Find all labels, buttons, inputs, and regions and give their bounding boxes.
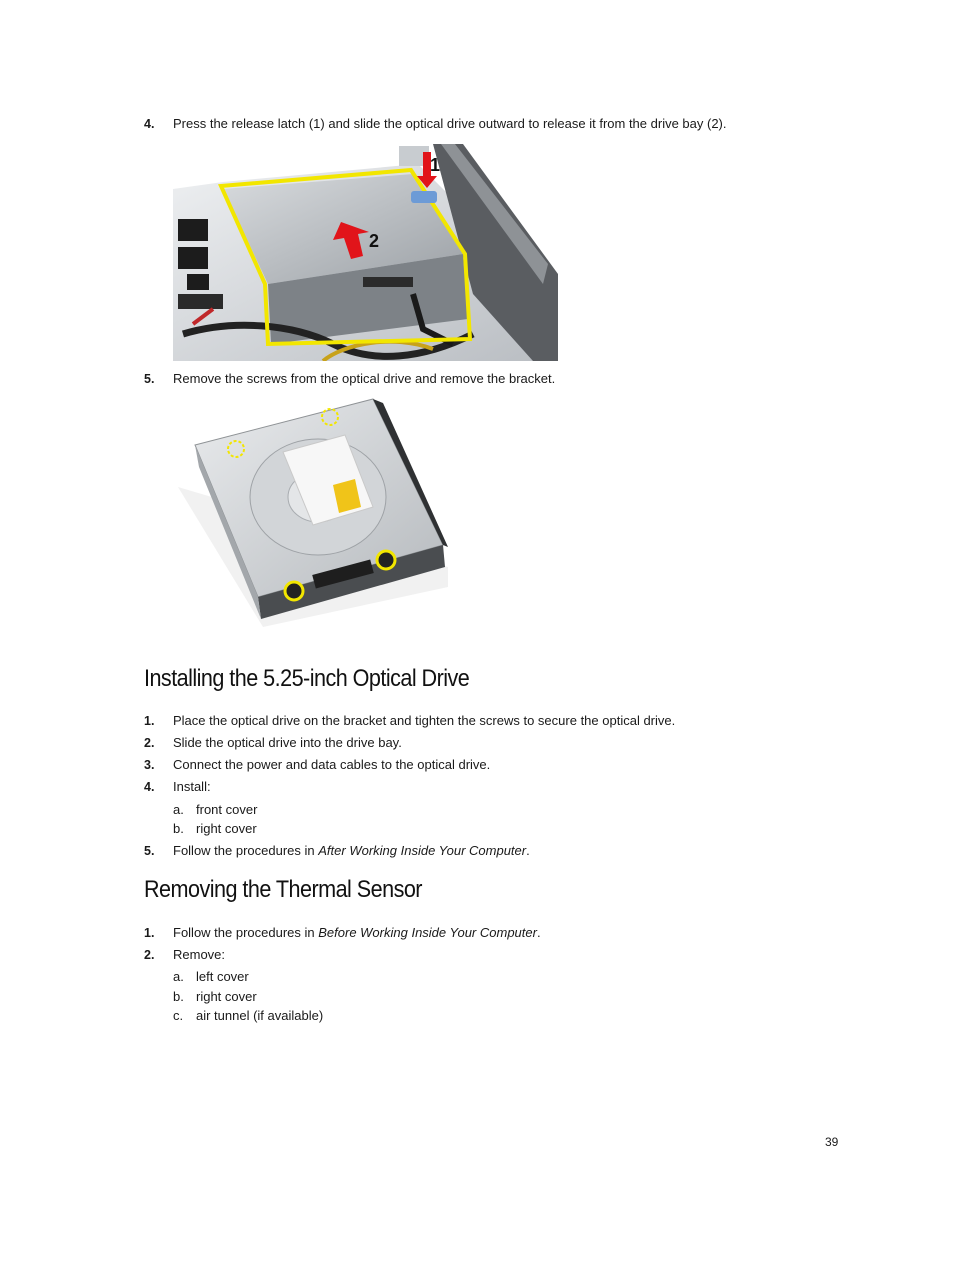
step-number: 5.: [144, 372, 155, 386]
drive-bay-illustration: [173, 144, 558, 361]
callout-2: 2: [369, 231, 380, 251]
optical-drive-illustration: [173, 397, 458, 640]
step-number: 4.: [144, 117, 155, 131]
sub-text: left cover: [196, 969, 249, 984]
step-number: 5.: [144, 844, 155, 858]
step-text: Press the release latch (1) and slide the optical drive outward to release it from the drive bay (2).: [173, 116, 727, 131]
step-text: Install:: [173, 779, 211, 794]
sub-text: right cover: [196, 821, 257, 836]
step-number: 2.: [144, 736, 155, 750]
step-text-prefix: Follow the procedures in: [173, 843, 319, 858]
sub-text: right cover: [196, 989, 257, 1004]
step-number: 4.: [144, 780, 155, 794]
drive-bay-figure: [173, 144, 558, 361]
sub-letter: a.: [173, 802, 184, 817]
sub-letter: b.: [173, 821, 184, 836]
after-working-link[interactable]: After Working Inside Your Computer: [318, 843, 527, 858]
step-text-suffix: .: [536, 925, 541, 940]
step-number: 1.: [144, 714, 155, 728]
step-text: Remove:: [173, 947, 226, 962]
sub-letter: c.: [173, 1008, 184, 1023]
step-text: Connect the power and data cables to the optical drive.: [173, 757, 491, 772]
sub-letter: a.: [173, 969, 184, 984]
optical-drive-figure: [173, 397, 458, 640]
sub-text: air tunnel (if available): [196, 1008, 324, 1023]
callout-1: 1: [430, 155, 441, 175]
step-text: Place the optical drive on the bracket and tighten the screws to secure the optical drive.: [173, 713, 676, 728]
step-text-prefix: Follow the procedures in: [173, 925, 319, 940]
step-text: [173, 925, 541, 941]
step-text-suffix: .: [526, 843, 530, 858]
sub-letter: b.: [173, 989, 184, 1004]
step-text: [173, 843, 530, 859]
section-title-installing: Installing the 5.25-inch Optical Drive: [144, 665, 470, 692]
sub-text: front cover: [196, 802, 258, 817]
step-text: Remove the screws from the optical drive and remove the bracket.: [173, 371, 556, 386]
section-title-thermal: Removing the Thermal Sensor: [144, 876, 422, 903]
step-number: 3.: [144, 758, 155, 772]
page-number: 39: [825, 1135, 839, 1149]
step-text: Slide the optical drive into the drive bay.: [173, 735, 402, 750]
before-working-link[interactable]: Before Working Inside Your Computer: [318, 925, 537, 940]
step-number: 1.: [144, 926, 155, 940]
step-number: 2.: [144, 948, 155, 962]
